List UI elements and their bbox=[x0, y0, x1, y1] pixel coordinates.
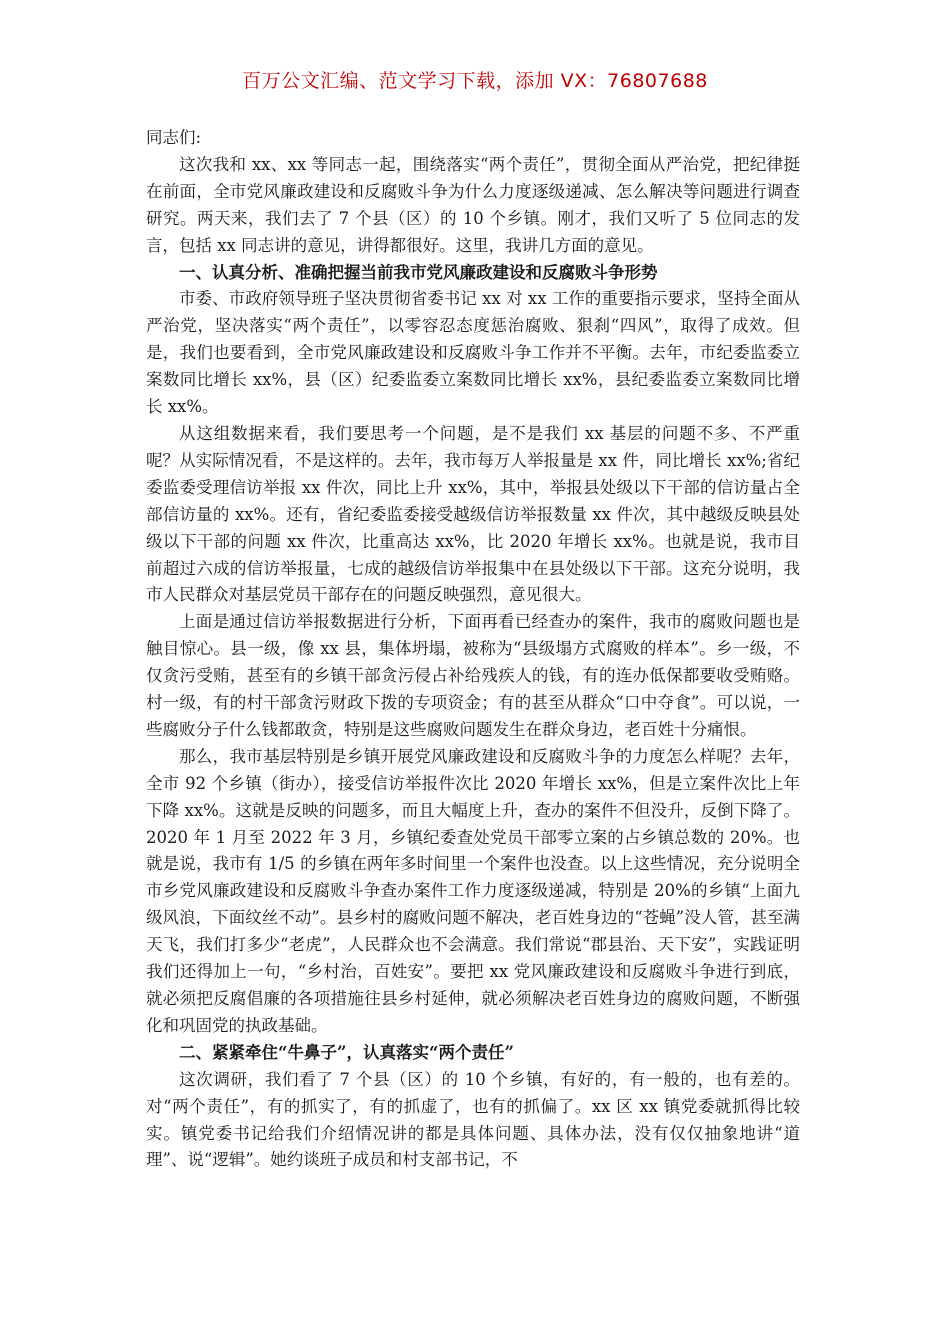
paragraph-petition-data: 从这组数据来看，我们要思考一个问题，是不是我们 xx 基层的问题不多、不严重呢？从实际情况看，不是这样的。去年，我市每万人举报量是 xx 件，同比增长 xx%;省纪委监委受理信访举报 xx 件次，同比上升 xx%，其中，举报县处级以下干部的信访量占全部信访量的 xx%。还有，省纪委监委接受越级信访举报数量 xx 件次，其中越级反映县处级以下干部的问题 xx 件次，比重高达 xx%，比 2020 年增长 xx%。也就是说，我市目前超过六成的信访举报量，七成的越级信访举报集中在县处级以下干部。这充分说明，我市人民群众对基层党员干部存在的问题反映强烈，意见很大。 bbox=[146, 423, 800, 605]
paragraph-situation: 市委、市政府领导班子坚决贯彻省委书记 xx 对 xx 工作的重要指示要求，坚持全面从严治党，坚决落实“两个责任”，以零容忍态度惩治腐败、狠刹“四风”，取得了成效。但是，我们也要看到，全市党风廉政建设和反腐败斗争工作并不平衡。去年，市纪委监委立案数同比增长 xx%，县（区）纪委监委立案数同比增长 xx%，县纪委监委立案数同比增长 xx%。 bbox=[146, 289, 800, 417]
section-heading-1: 一、认真分析、准确把握当前我市党风廉政建设和反腐败斗争形势 bbox=[179, 262, 658, 282]
header-banner: 百万公文汇编、范文学习下载，添加 VX：76807688 bbox=[242, 70, 708, 92]
document-body bbox=[146, 125, 800, 1174]
section-heading-2: 二、紧紧牵住“牛鼻子”，认真落实“两个责任” bbox=[179, 1042, 514, 1062]
paragraph-intro: 这次我和 xx、xx 等同志一起，围绕落实“两个责任”，贯彻全面从严治党，把纪律挺在前面，全市党风廉政建设和反腐败斗争为什么力度逐级递减、怎么解决等问题进行调查研究。两天来，我们去了 7 个县（区）的 10 个乡镇。刚才，我们又听了 5 位同志的发言，包括 xx 同志讲的意见，讲得都很好。这里，我讲几方面的意见。 bbox=[146, 154, 800, 255]
salutation: 同志们: bbox=[146, 128, 202, 147]
paragraph-township-strength: 那么，我市基层特别是乡镇开展党风廉政建设和反腐败斗争的力度怎么样呢？去年，全市 92 个乡镇（街办），接受信访举报件次比 2020 年增长 xx%，但是立案件次比上年下降 xx%。这就是反映的问题多，而且大幅度上升，查办的案件不但没升，反倒下降了。2020 年 1 月至 2022 年 3 月，乡镇纪委查处党员干部零立案的占乡镇总数的 20%。也就是说，我市有 1/5 的乡镇在两年多时间里一个案件也没查。以上这些情况，充分说明全市乡党风廉政建设和反腐败斗争查办案件工作力度逐级递减，特别是 20%的乡镇“上面九级风浪，下面纹丝不动”。县乡村的腐败问题不解决，老百姓身边的“苍蝇”没人管，甚至满天飞，我们打多少“老虎”，人民群众也不会满意。我们常说“郡县治、天下安”，实践证明我们还得加上一句，“乡村治，百姓安”。要把 xx 党风廉政建设和反腐败斗争进行到底，就必须把反腐倡廉的各项措施往县乡村延伸，就必须解决老百姓身边的腐败问题，不断强化和巩固党的执政基础。 bbox=[146, 746, 800, 1035]
paragraph-case-analysis: 上面是通过信访举报数据进行分析，下面再看已经查办的案件，我市的腐败问题也是触目惊心。县一级，像 xx 县，集体坍塌，被称为“县级塌方式腐败的样本”。乡一级，不仅贪污受贿，甚至有的乡镇干部贪污侵占补给残疾人的钱，有的连办低保都要收受贿赂。村一级，有的村干部贪污财政下拨的专项资金；有的甚至从群众“口中夺食”。可以说，一些腐败分子什么钱都敢贪，特别是这些腐败问题发生在群众身边，老百姓十分痛恨。 bbox=[146, 612, 800, 739]
paragraph-survey: 这次调研，我们看了 7 个县（区）的 10 个乡镇，有好的，有一般的，也有差的。对“两个责任”，有的抓实了，有的抓虚了，也有的抓偏了。xx 区 xx 镇党委就抓得比较实。镇党委书记给我们介绍情况讲的都是具体问题、具体办法，没有仅仅抽象地讲“道理”、说“逻辑”。她约谈班子成员和村支部书记，不 bbox=[146, 1069, 800, 1170]
